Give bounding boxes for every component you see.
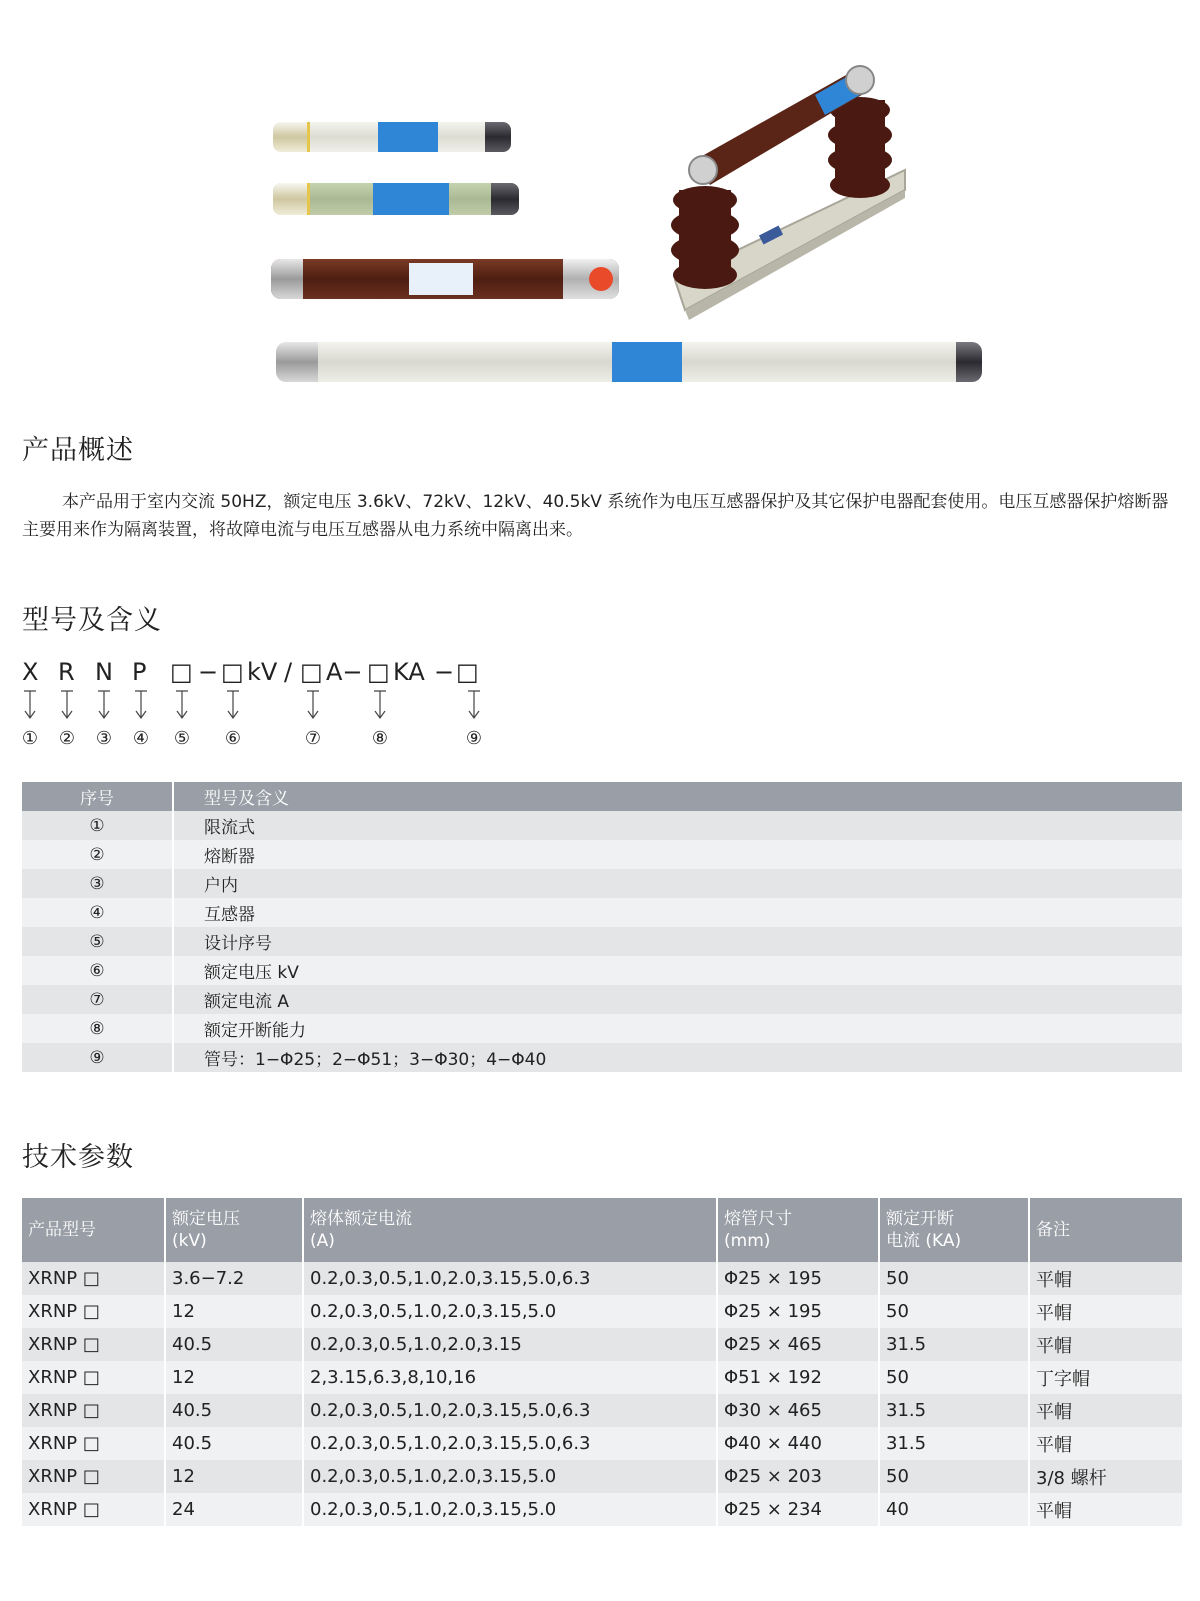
table-row: [22, 898, 1182, 927]
header-meaning: 型号及含义: [173, 782, 1182, 811]
table-row: [22, 811, 1182, 840]
cell-model: XRNP □: [22, 1262, 165, 1295]
cell-size: Φ25 × 465: [717, 1328, 879, 1361]
header-size: 熔管尺寸 (mm): [717, 1198, 879, 1262]
table-row: [22, 985, 1182, 1014]
cell-remark: 平帽: [1029, 1394, 1182, 1427]
cell-breaking: 50: [879, 1262, 1029, 1295]
down-arrow-icon: [133, 690, 149, 720]
model-a-dash: A−: [326, 658, 363, 686]
model-dash-2: −: [434, 658, 455, 686]
model-box-7: □: [300, 658, 323, 686]
header-current: 熔体额定电流 (A): [303, 1198, 717, 1262]
model-kv: kV: [247, 658, 278, 686]
table-header-row: [22, 1198, 1182, 1262]
down-arrow-icon: [96, 690, 112, 720]
table-row: [22, 869, 1182, 898]
down-arrow-icon: [466, 690, 482, 720]
cell-current: 0.2,0.3,0.5,1.0,2.0,3.15,5.0,6.3: [303, 1394, 717, 1427]
down-arrow-icon: [372, 690, 388, 720]
model-number-8: ⑧: [371, 728, 389, 749]
cell-remark: 3/8 螺杆: [1029, 1460, 1182, 1493]
header-voltage: 额定电压 (kV): [165, 1198, 303, 1262]
cell-remark: 平帽: [1029, 1493, 1182, 1526]
cell-size: Φ25 × 234: [717, 1493, 879, 1526]
meaning-cell: 设计序号: [173, 927, 1182, 956]
model-box-6: □: [221, 658, 244, 686]
meaning-cell: 管号：1−Φ25；2−Φ51；3−Φ30；4−Φ40: [173, 1043, 1182, 1072]
cell-remark: 平帽: [1029, 1262, 1182, 1295]
meaning-cell: 额定电压 kV: [173, 956, 1182, 985]
cell-voltage: 3.6−7.2: [165, 1262, 303, 1295]
table-row: [22, 840, 1182, 869]
seq-cell: ⑤: [22, 927, 173, 956]
seq-cell: ④: [22, 898, 173, 927]
down-arrow-icon: [22, 690, 38, 720]
cell-voltage: 12: [165, 1361, 303, 1394]
cell-size: Φ40 × 440: [717, 1427, 879, 1460]
cell-size: Φ30 × 465: [717, 1394, 879, 1427]
down-arrow-icon: [174, 690, 190, 720]
model-number-3: ③: [95, 728, 113, 749]
seq-cell: ③: [22, 869, 173, 898]
cell-model: XRNP □: [22, 1427, 165, 1460]
table-row: [22, 1427, 1182, 1460]
table-row: [22, 927, 1182, 956]
cell-current: 0.2,0.3,0.5,1.0,2.0,3.15,5.0: [303, 1493, 717, 1526]
table-row: [22, 1295, 1182, 1328]
cell-voltage: 40.5: [165, 1427, 303, 1460]
cell-size: Φ25 × 203: [717, 1460, 879, 1493]
model-dash-1: −: [198, 658, 219, 686]
table-row: [22, 1460, 1182, 1493]
cell-remark: 丁字帽: [1029, 1361, 1182, 1394]
fuse-holder-assembly: [665, 40, 1005, 330]
cell-voltage: 12: [165, 1460, 303, 1493]
model-number-9: ⑨: [465, 728, 483, 749]
cell-size: Φ25 × 195: [717, 1262, 879, 1295]
fuse-white-small: [273, 122, 511, 152]
meaning-cell: 额定电流 A: [173, 985, 1182, 1014]
cell-voltage: 12: [165, 1295, 303, 1328]
header-remark: 备注: [1029, 1198, 1182, 1262]
down-arrow-icon: [225, 690, 241, 720]
cell-size: Φ51 × 192: [717, 1361, 879, 1394]
model-title: 型号及含义: [22, 605, 162, 636]
product-photo: [270, 40, 1010, 400]
cell-current: 0.2,0.3,0.5,1.0,2.0,3.15,5.0,6.3: [303, 1262, 717, 1295]
cell-remark: 平帽: [1029, 1328, 1182, 1361]
tech-table: [22, 1198, 1182, 1526]
cell-breaking: 50: [879, 1361, 1029, 1394]
model-number-6: ⑥: [224, 728, 242, 749]
table-row: [22, 1493, 1182, 1526]
meaning-cell: 户内: [173, 869, 1182, 898]
overview-text: 本产品用于室内交流 50HZ，额定电压 3.6kV、72kV、12kV、40.5kV 系统作为电压互感器保护及其它保护电器配套使用。电压互感器保护熔断器主要用来作为隔离装置，将故障电流与电压互感器从电力系统中隔离出来。: [22, 492, 1169, 540]
tech-title: 技术参数: [22, 1142, 134, 1173]
model-number-5: ⑤: [173, 728, 191, 749]
meaning-cell: 额定开断能力: [173, 1014, 1182, 1043]
model-box-5: □: [170, 658, 193, 686]
seq-cell: ⑨: [22, 1043, 173, 1072]
seq-cell: ①: [22, 811, 173, 840]
table-header-row: [22, 782, 1182, 811]
cell-breaking: 31.5: [879, 1394, 1029, 1427]
meaning-cell: 熔断器: [173, 840, 1182, 869]
cell-breaking: 40: [879, 1493, 1029, 1526]
fuse-long-white: [276, 342, 982, 382]
cell-breaking: 50: [879, 1295, 1029, 1328]
model-number-7: ⑦: [304, 728, 322, 749]
model-slash: /: [284, 658, 293, 686]
header-breaking: 额定开断 电流 (KA): [879, 1198, 1029, 1262]
fuse-green-small: [273, 183, 519, 215]
cell-model: XRNP □: [22, 1460, 165, 1493]
table-row: [22, 1328, 1182, 1361]
table-row: [22, 1043, 1182, 1072]
meaning-table: [22, 782, 1182, 1072]
cell-voltage: 40.5: [165, 1394, 303, 1427]
cell-model: XRNP □: [22, 1295, 165, 1328]
table-row: [22, 1361, 1182, 1394]
seq-cell: ⑥: [22, 956, 173, 985]
seq-cell: ②: [22, 840, 173, 869]
model-ka: KA: [393, 658, 425, 686]
model-char-x: X: [22, 658, 39, 686]
seq-cell: ⑧: [22, 1014, 173, 1043]
down-arrow-icon: [305, 690, 321, 720]
model-char-r: R: [58, 658, 75, 686]
cell-remark: 平帽: [1029, 1295, 1182, 1328]
cell-current: 0.2,0.3,0.5,1.0,2.0,3.15,5.0: [303, 1460, 717, 1493]
model-number-1: ①: [21, 728, 39, 749]
cell-current: 0.2,0.3,0.5,1.0,2.0,3.15,5.0: [303, 1295, 717, 1328]
table-row: [22, 1394, 1182, 1427]
model-box-8: □: [367, 658, 390, 686]
cell-model: XRNP □: [22, 1493, 165, 1526]
model-char-n: N: [95, 658, 113, 686]
down-arrow-icon: [59, 690, 75, 720]
cell-voltage: 24: [165, 1493, 303, 1526]
meaning-cell: 限流式: [173, 811, 1182, 840]
header-seq: 序号: [22, 782, 173, 811]
cell-breaking: 31.5: [879, 1328, 1029, 1361]
cell-breaking: 31.5: [879, 1427, 1029, 1460]
cell-voltage: 40.5: [165, 1328, 303, 1361]
cell-current: 0.2,0.3,0.5,1.0,2.0,3.15,5.0,6.3: [303, 1427, 717, 1460]
table-row: [22, 956, 1182, 985]
model-char-p: P: [132, 658, 147, 686]
cell-model: XRNP □: [22, 1328, 165, 1361]
overview-title: 产品概述: [22, 435, 134, 466]
cell-current: 2,3.15,6.3,8,10,16: [303, 1361, 717, 1394]
cell-breaking: 50: [879, 1460, 1029, 1493]
model-number-4: ④: [132, 728, 150, 749]
fuse-brown: [271, 259, 619, 299]
meaning-cell: 互感器: [173, 898, 1182, 927]
cell-remark: 平帽: [1029, 1427, 1182, 1460]
table-row: [22, 1262, 1182, 1295]
cell-model: XRNP □: [22, 1361, 165, 1394]
cell-current: 0.2,0.3,0.5,1.0,2.0,3.15: [303, 1328, 717, 1361]
seq-cell: ⑦: [22, 985, 173, 1014]
model-number-2: ②: [58, 728, 76, 749]
model-box-9: □: [456, 658, 479, 686]
cell-model: XRNP □: [22, 1394, 165, 1427]
header-model: 产品型号: [22, 1198, 165, 1262]
cell-size: Φ25 × 195: [717, 1295, 879, 1328]
table-row: [22, 1014, 1182, 1043]
